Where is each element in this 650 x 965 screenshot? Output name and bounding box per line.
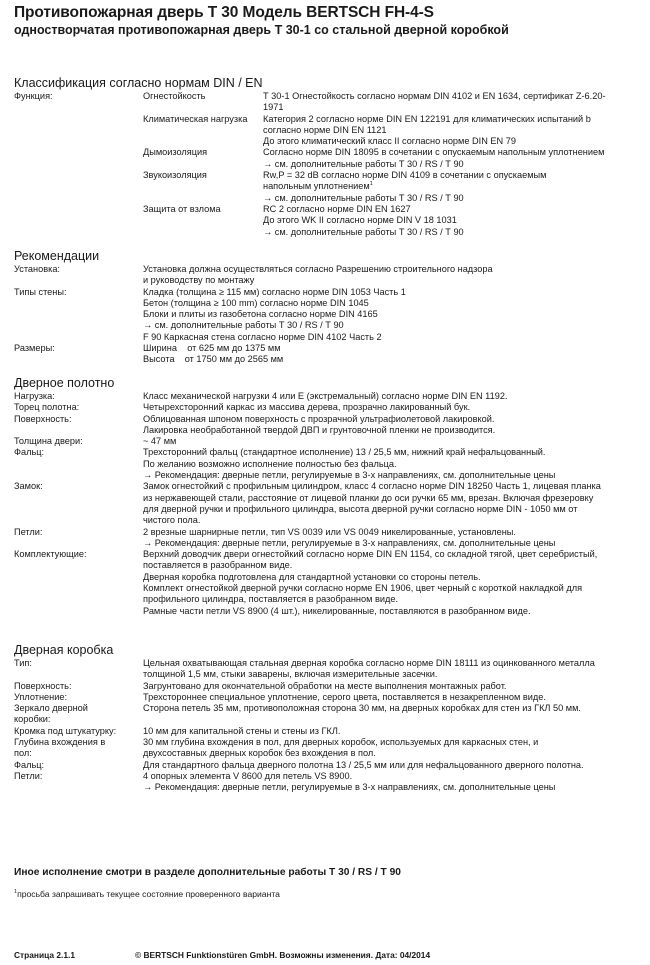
spec-row: [14, 549, 644, 617]
row-value: Рамные части петли VS 8900 (4 шт.), никелированные, поставляются в разобранном виде.: [143, 605, 531, 616]
spec-row: [14, 681, 644, 692]
sub-label: Звукоизоляция: [143, 170, 207, 181]
row-value: Ширина от 625 мм до 1375 мм: [143, 343, 281, 354]
row-value: Загрунтовано для окончательной обработки на месте выполнения монтажных работ.: [143, 680, 507, 691]
row-value: Трехстороннее специальное уплотнение, серого цвета, поставляется в незакрепленном виде.: [143, 691, 546, 702]
section-door-frame: [14, 643, 644, 794]
section-title: Рекомендации: [14, 249, 100, 263]
row-value: → см. дополнительные работы Т 30 / RS / Т 90: [143, 320, 344, 331]
row-value: 4 опорных элемента V 8600 для петель VS 8900.: [143, 770, 353, 781]
spec-row: [14, 658, 644, 681]
row-value: Четырехсторонний каркас из массива дерева, прозрачно лакированный бук.: [143, 402, 471, 413]
row-value: → см. дополнительные работы Т 30 / RS / Т 90: [263, 226, 464, 237]
row-value: → см. дополнительные работы Т 30 / RS / Т 90: [263, 158, 464, 169]
row-value: 1971: [263, 102, 284, 113]
row-value: 2 врезные шарнирные петли, тип VS 0039 или VS 0049 никелированные, установлены.: [143, 526, 516, 537]
row-value: → Рекомендация: дверные петли, регулируемые в 3-х направлениях, см. дополнительные цены: [143, 782, 556, 793]
classification-row: [14, 91, 644, 114]
row-label: Нагрузка:: [14, 391, 55, 401]
row-value: [263, 181, 643, 192]
section-classification: [14, 76, 644, 238]
classification-row: [14, 147, 644, 170]
sub-label: Огнестойкость: [143, 91, 206, 101]
footnote-text: просьба запрашивать текущее состояние проверенного варианта: [17, 889, 280, 899]
spec-row: [14, 402, 644, 413]
classification-row: [14, 204, 644, 238]
row-value: Дверная коробка подготовлена для стандартной установки со стороны петель.: [143, 571, 481, 582]
row-label: Кромка под штукатурку:: [14, 725, 117, 736]
spec-row: [14, 737, 644, 760]
row-value: Блоки и плиты из газобетона согласно норме DIN 4165: [143, 309, 378, 320]
row-value: По желанию возможно исполнение полностью без фальца.: [143, 458, 397, 469]
copyright: © BERTSCH Funktionstüren GmbH. Возможны изменения. Дата: 04/2014: [135, 950, 431, 960]
spec-row: [14, 414, 644, 437]
row-value: Категория 2 согласно норме DIN EN 122191 для климатических испытаний b: [263, 113, 591, 124]
row-label: Функция:: [14, 91, 53, 101]
row-value: Верхний доводчик двери огнестойкий согласно норме DIN EN 1154, со складной тягой, цвет серебристый,: [143, 549, 598, 560]
classification-row: [14, 170, 644, 204]
page-subtitle: одностворчатая противопожарная дверь Т 30-1 со стальной дверной коробкой: [14, 23, 509, 37]
row-label: Замок:: [14, 481, 43, 492]
row-value: → см. дополнительные работы Т 30 / RS / Т 90: [263, 192, 464, 203]
row-value: → Рекомендация: дверные петли, регулируемые в 3-х направлениях, см. дополнительные цены: [143, 470, 556, 481]
row-value: Установка должна осуществляться согласно Разрешению строительного надзора: [143, 264, 493, 274]
row-value-text: напольным уплотнением: [263, 181, 370, 192]
row-label: Торец полотна:: [14, 402, 80, 413]
row-value: До этого WK II согласно норме DIN V 18 1031: [263, 215, 457, 226]
spec-row: [14, 771, 644, 794]
page-number: Страница 2.1.1: [14, 950, 75, 960]
section-door-leaf: [14, 376, 644, 617]
row-label: Толщина двери:: [14, 436, 83, 447]
row-value: двухсоставных дверных коробок без вхождения в пол.: [143, 748, 376, 759]
sub-label: Климатическая нагрузка: [143, 113, 248, 124]
section-title: Дверное полотно: [14, 376, 115, 390]
section-recommendations: [14, 249, 644, 366]
row-label: Глубина вхождения в пол:: [14, 737, 106, 759]
row-value: → Рекомендация: дверные петли, регулируемые в 3-х направлениях, см. дополнительные цены: [143, 537, 556, 548]
row-value: До этого климатический класс II согласно норме DIN EN 79: [263, 136, 516, 147]
row-value: 10 мм для капитальной стены и стены из ГКЛ.: [143, 725, 341, 736]
spec-row: [14, 447, 644, 481]
spec-row: [14, 692, 644, 703]
spec-row: [14, 481, 644, 526]
row-value: из нержавеющей стали, расстояние от лицевой планки до оси ручки 65 мм, врезан. Включая фрезеровку: [143, 492, 594, 503]
spec-row: [14, 726, 644, 737]
row-value: Высота от 1750 мм до 2565 мм: [143, 354, 284, 365]
row-value: согласно норме DIN EN 1121: [263, 124, 387, 135]
row-value: чистого пола.: [143, 515, 201, 526]
row-label: Фальц:: [14, 759, 45, 770]
row-value: 30 мм глубина вхождения в пол, для дверных коробок, используемых для каркасных стен, и: [143, 737, 539, 748]
row-label: Уплотнение:: [14, 691, 68, 702]
page-footer: [14, 950, 431, 960]
row-value: Для стандартного фальца дверного полотна 13 / 25,5 мм или для нефальцованного дверного полотна.: [143, 759, 584, 770]
row-label: Поверхность:: [14, 413, 72, 424]
spec-row: [14, 391, 644, 402]
section-title: Классификация согласно нормам DIN / EN: [14, 76, 263, 90]
row-value: Цельная охватывающая стальная дверная коробка согласно норме DIN 18111 из оцинкованного металла: [143, 658, 595, 668]
spec-row: [14, 264, 644, 287]
row-value: Т 30-1 Огнестойкость согласно нормам DIN 4102 и EN 1634, сертификат Z-6.20-: [263, 91, 606, 101]
footnote-marker: 1: [14, 889, 18, 896]
row-value: профильного цилиндра, поставляется в разобранном виде.: [143, 594, 399, 605]
row-value: Rw,P = 32 dB согласно норме DIN 4109 в сочетании с опускаемым: [263, 170, 547, 181]
row-label: Зеркало дверной коробки:: [14, 703, 88, 725]
row-value: Комплект огнестойкой дверной ручки согласно норме EN 1906, цвет черный с короткой накладкой для: [143, 583, 583, 594]
spec-row: [14, 703, 644, 726]
footnote: [14, 889, 280, 899]
spec-row: [14, 760, 644, 771]
row-value: и руководству по монтажу: [143, 275, 255, 286]
row-value: Лакировка необработанной твердой ДВП и грунтовочной пленки не производится.: [143, 424, 496, 435]
row-value: Кладка (толщина ≥ 115 мм) согласно норме DIN 1053 Часть 1: [143, 286, 406, 297]
row-value: толщиной 1,5 мм, стыки заварены, включая измерительные засечки.: [143, 669, 438, 680]
section-title: Дверная коробка: [14, 643, 114, 657]
row-value: Облицованная шпоном поверхность с прозрачной ультрафиолетовой лакировкой.: [143, 413, 495, 424]
row-value: ~ 47 мм: [143, 436, 177, 447]
row-value: Сторона петель 35 мм, противоположная сторона 30 мм, на дверных коробках для стен из ГКЛ 50 мм.: [143, 703, 581, 714]
row-label: Петли:: [14, 526, 43, 537]
page-title: Противопожарная дверь Т 30 Модель BERTSCH FH-4-S: [14, 4, 434, 21]
row-value: Согласно норме DIN 18095 в сочетании с опускаемым напольным уплотнением: [263, 147, 605, 158]
row-label: Тип:: [14, 658, 32, 668]
row-label: Фальц:: [14, 447, 45, 458]
spec-row: [14, 436, 644, 447]
row-value: RC 2 согласно норме DIN EN 1627: [263, 203, 411, 214]
row-value: Замок огнестойкий с профильным цилиндром, класс 4 согласно норме DIN 18250 Часть 1, лицевая планка: [143, 481, 601, 492]
row-label: Комплектующие:: [14, 549, 87, 560]
row-value: Класс механической нагрузки 4 или Е (экстремальный) согласно норме DIN EN 1192.: [143, 391, 508, 401]
row-label: Петли:: [14, 770, 43, 781]
row-value: F 90 Каркасная стена согласно норме DIN 4102 Часть 2: [143, 331, 382, 342]
row-value: Бетон (толщина ≥ 100 mm) согласно норме DIN 1045: [143, 297, 369, 308]
sub-label: Защита от взлома: [143, 203, 221, 214]
row-value: поставляется в разобранном виде.: [143, 560, 293, 571]
row-value: Трехсторонний фальц (стандартное исполнение) 13 / 25,5 мм, нижний край нефальцованный.: [143, 447, 546, 458]
other-version-note: Иное исполнение смотри в разделе дополнительные работы Т 30 / RS / Т 90: [14, 867, 401, 878]
sub-label: Дымоизоляция: [143, 147, 208, 158]
row-label: Типы стены:: [14, 286, 67, 297]
row-value: для дверной ручки и профильного цилиндра, высота дверной ручки согласно норме DIN - 1050 мм от: [143, 503, 578, 514]
spec-row: [14, 527, 644, 550]
row-label: Поверхность:: [14, 680, 72, 691]
row-label: Установка:: [14, 264, 60, 274]
spec-row: [14, 287, 644, 343]
footnote-marker: 1: [369, 181, 373, 188]
row-label: Размеры:: [14, 343, 55, 354]
classification-row: [14, 114, 644, 148]
spec-row: [14, 343, 644, 366]
